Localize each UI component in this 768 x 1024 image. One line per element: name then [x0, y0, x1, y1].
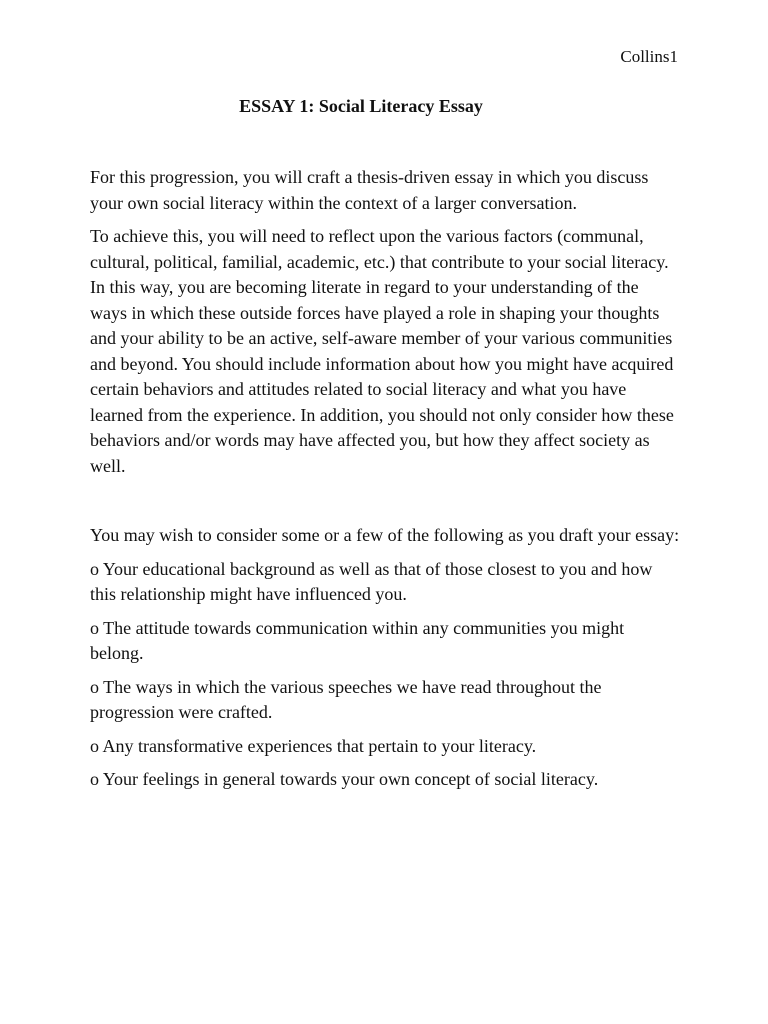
bullet-item-educational-background: o Your educational background as well as that of those closest to you and how this relationship might have influenced you.: [90, 558, 653, 604]
bullet-item-feelings: o Your feelings in general towards your own concept of social literacy.: [90, 769, 599, 789]
consider-paragraph: You may wish to consider some or a few of the following as you draft your essay:: [90, 525, 680, 545]
intro-paragraph: For this progression, you will craft a thesis-driven essay in which you discuss your own social literacy within the context of a larger conversation.: [90, 167, 649, 213]
bullet-item-speeches: o The ways in which the various speeches we have read throughout the progression were crafted.: [90, 676, 602, 722]
essay-title: ESSAY 1: Social Literacy Essay: [239, 96, 483, 116]
instructions-paragraph: To achieve this, you will need to reflect upon the various factors (communal, cultural, political, familial, academic, etc.) that contribute to your social literacy. In this way, you are becoming literate in regard to your understanding of the ways in which these outside forces have played a role in shaping your thoughts and your ability to be an active, self-aware member of your various communities and beyond. You should include information about how you might have acquired certain behaviors and attitudes related to social literacy and what you have learned from the experience. In addition, you should not only consider how these behaviors and/or words may have affected you, but how they affect society as well.: [90, 226, 674, 476]
bullet-item-transformative-experiences: o Any transformative experiences that pertain to your literacy.: [90, 735, 537, 756]
running-head: Collins1: [620, 47, 678, 66]
essay-body: [90, 165, 680, 801]
bullet-item-communication-attitude: o The attitude towards communication within any communities you might belong.: [90, 617, 625, 663]
